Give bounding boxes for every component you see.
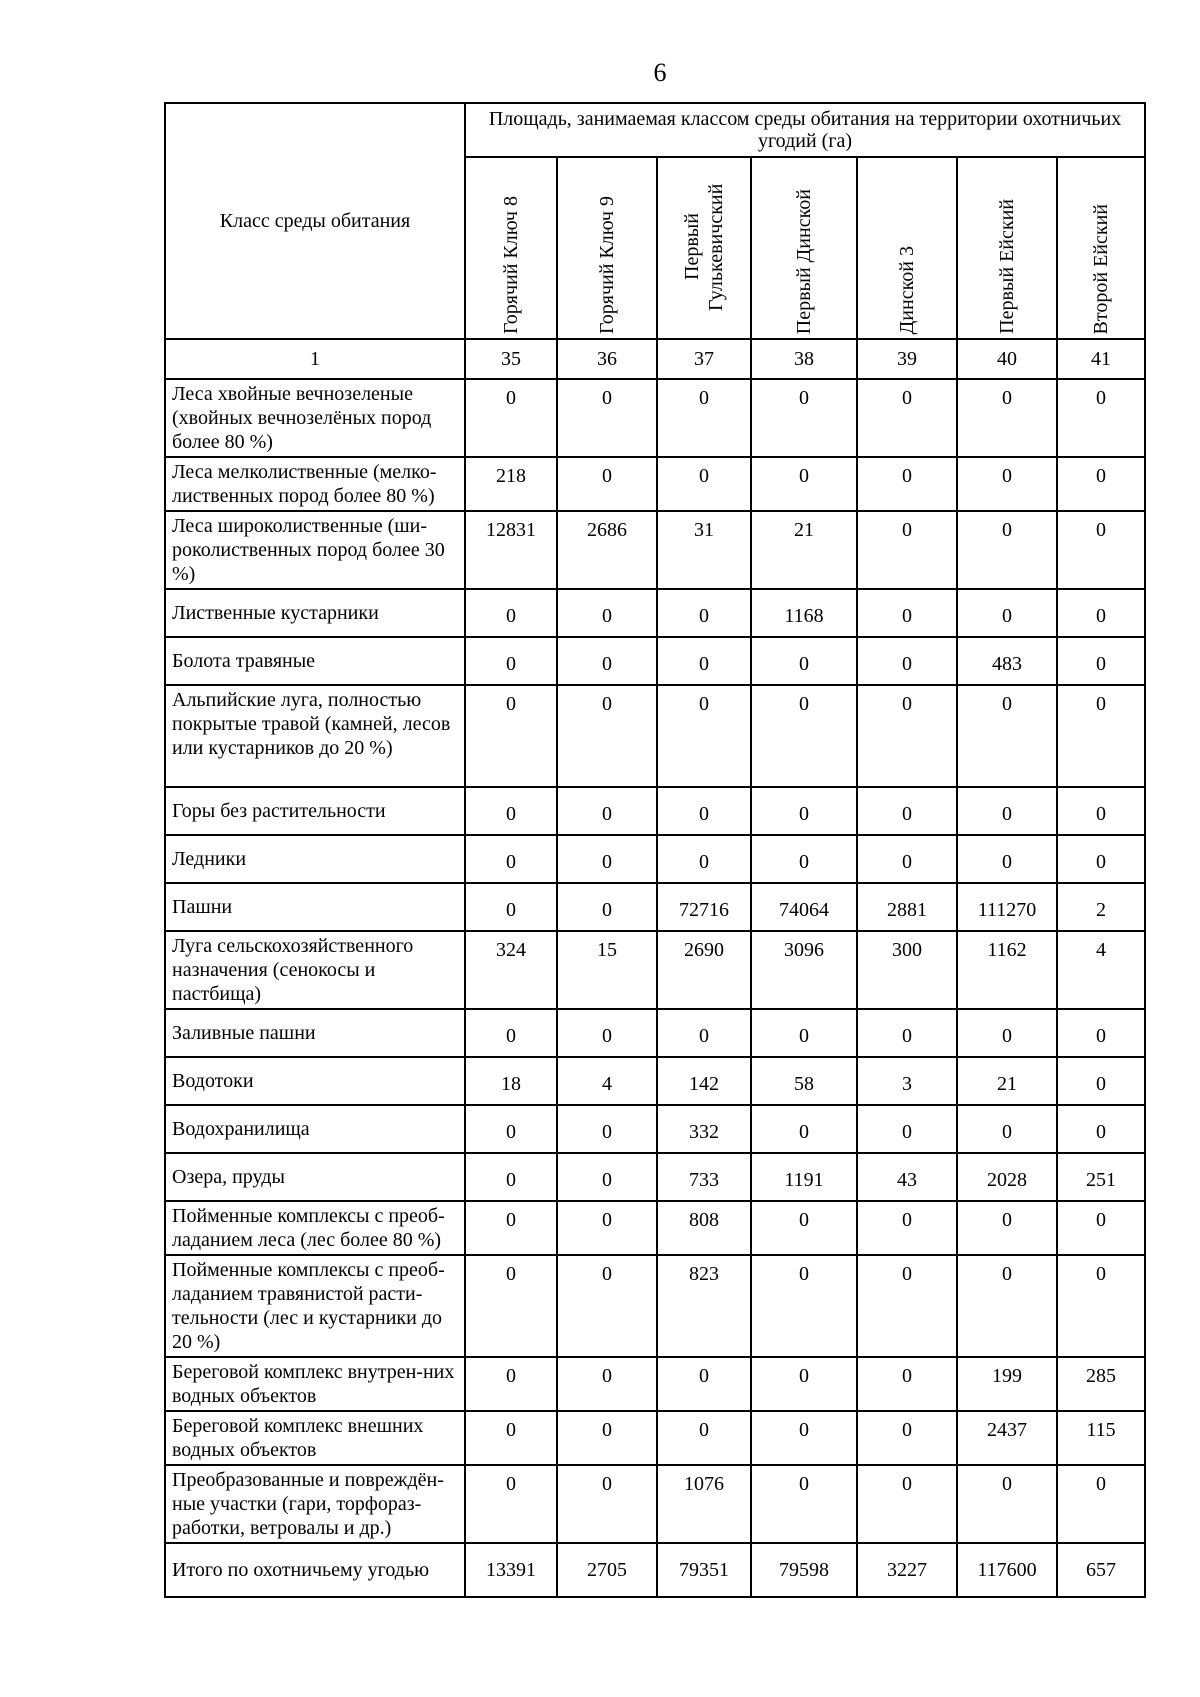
total-value-cell: 657 (1057, 1543, 1145, 1597)
area-value-cell: 3 (857, 1057, 957, 1105)
hunting-ground-name: Первый Динской (793, 188, 815, 334)
area-value-cell: 0 (657, 589, 751, 637)
table-row (165, 1057, 1145, 1105)
habitat-class-label: Водотоки (165, 1057, 465, 1105)
area-value-cell: 0 (857, 835, 957, 883)
habitat-area-table (164, 102, 1146, 1598)
area-value-cell: 0 (465, 1153, 557, 1201)
area-value-cell: 0 (557, 457, 657, 511)
habitat-class-label: Преобразованные и повреждён-ные участки (гари, торфораз-работки, ветровалы и др.) (165, 1465, 465, 1543)
total-value-cell: 13391 (465, 1543, 557, 1597)
area-value-cell: 0 (1057, 1009, 1145, 1057)
area-value-cell: 0 (557, 1465, 657, 1543)
area-value-cell: 0 (857, 379, 957, 457)
area-value-cell: 4 (557, 1057, 657, 1105)
area-value-cell: 0 (751, 1357, 857, 1411)
area-value-cell: 0 (557, 787, 657, 835)
total-value-cell: 117600 (957, 1543, 1057, 1597)
column-number-cell: 37 (657, 339, 751, 379)
area-value-cell: 0 (751, 379, 857, 457)
area-value-cell: 0 (657, 787, 751, 835)
area-value-cell: 142 (657, 1057, 751, 1105)
area-value-cell: 0 (557, 883, 657, 931)
area-value-cell: 0 (657, 1357, 751, 1411)
area-value-cell: 0 (1057, 835, 1145, 883)
table-row (165, 685, 1145, 787)
area-value-cell: 2 (1057, 883, 1145, 931)
column-number-cell: 35 (465, 339, 557, 379)
area-value-cell: 0 (751, 1411, 857, 1465)
area-value-cell: 1168 (751, 589, 857, 637)
area-value-cell: 0 (657, 457, 751, 511)
area-value-cell: 0 (857, 1465, 957, 1543)
area-value-cell: 0 (465, 1465, 557, 1543)
area-value-cell: 733 (657, 1153, 751, 1201)
habitat-class-label: Заливные пашни (165, 1009, 465, 1057)
area-value-cell: 0 (857, 1105, 957, 1153)
area-value-cell: 0 (1057, 589, 1145, 637)
habitat-class-label: Луга сельскохозяйственного назначения (сенокосы и пастбища) (165, 931, 465, 1009)
area-value-cell: 1191 (751, 1153, 857, 1201)
area-value-cell: 0 (557, 589, 657, 637)
table-row (165, 379, 1145, 457)
area-value-cell: 0 (465, 1105, 557, 1153)
area-value-cell: 0 (751, 1201, 857, 1255)
area-value-cell: 4 (1057, 931, 1145, 1009)
habitat-class-label: Леса хвойные вечнозеленые (хвойных вечнозелёных пород более 80 %) (165, 379, 465, 457)
area-value-cell: 0 (1057, 379, 1145, 457)
hunting-ground-header (557, 157, 657, 339)
hunting-ground-header (1057, 157, 1145, 339)
area-value-cell: 0 (751, 1105, 857, 1153)
area-value-cell: 0 (857, 1255, 957, 1357)
area-value-cell: 0 (465, 1255, 557, 1357)
area-value-cell: 0 (465, 1201, 557, 1255)
area-value-cell: 0 (557, 1105, 657, 1153)
area-value-cell: 0 (751, 637, 857, 685)
table-row (165, 457, 1145, 511)
area-value-cell: 0 (857, 511, 957, 589)
column-number-row (165, 339, 1145, 379)
area-value-cell: 0 (957, 379, 1057, 457)
area-value-cell: 0 (465, 883, 557, 931)
area-value-cell: 72716 (657, 883, 751, 931)
area-value-cell: 0 (957, 1465, 1057, 1543)
area-value-cell: 0 (857, 457, 957, 511)
table-row (165, 637, 1145, 685)
table-row (165, 835, 1145, 883)
habitat-class-label: Альпийские луга, полностью покрытые травой (камней, лесов или кустарников до 20 %) (165, 685, 465, 787)
area-value-cell: 0 (465, 1411, 557, 1465)
area-value-cell: 0 (857, 589, 957, 637)
total-label: Итого по охотничьему угодью (165, 1543, 465, 1597)
header-row-top (165, 103, 1145, 157)
area-value-cell: 0 (857, 1357, 957, 1411)
area-value-cell: 285 (1057, 1357, 1145, 1411)
column-number-cell: 40 (957, 339, 1057, 379)
area-value-cell: 115 (1057, 1411, 1145, 1465)
habitat-class-label: Ледники (165, 835, 465, 883)
area-value-cell: 0 (657, 379, 751, 457)
area-value-cell: 0 (857, 787, 957, 835)
habitat-class-label: Леса мелколиственные (мелко-лиственных пород более 80 %) (165, 457, 465, 511)
area-value-cell: 0 (465, 685, 557, 787)
table-row (165, 1201, 1145, 1255)
area-value-cell: 0 (1057, 457, 1145, 511)
area-value-cell: 0 (1057, 1201, 1145, 1255)
area-value-cell: 218 (465, 457, 557, 511)
area-value-cell: 0 (1057, 787, 1145, 835)
class-column-header: Класс среды обитания (165, 103, 465, 339)
area-value-cell: 0 (957, 685, 1057, 787)
habitat-class-label: Пойменные комплексы с преоб-ладанием леса (лес более 80 %) (165, 1201, 465, 1255)
area-value-cell: 12831 (465, 511, 557, 589)
area-value-cell: 0 (1057, 1057, 1145, 1105)
hunting-ground-header (857, 157, 957, 339)
column-number-cell: 1 (165, 339, 465, 379)
table-row (165, 931, 1145, 1009)
table-row (165, 787, 1145, 835)
table-row (165, 1009, 1145, 1057)
area-value-cell: 0 (557, 835, 657, 883)
area-value-cell: 2690 (657, 931, 751, 1009)
area-value-cell: 0 (465, 589, 557, 637)
area-value-cell: 0 (557, 1009, 657, 1057)
area-value-cell: 18 (465, 1057, 557, 1105)
area-value-cell: 0 (465, 1009, 557, 1057)
total-value-cell: 79351 (657, 1543, 751, 1597)
habitat-class-label: Леса широколиственные (ши-роколиственных пород более 30 %) (165, 511, 465, 589)
area-value-cell: 0 (657, 685, 751, 787)
area-value-cell: 0 (857, 1201, 957, 1255)
area-value-cell: 0 (557, 379, 657, 457)
area-value-cell: 0 (957, 787, 1057, 835)
area-value-cell: 0 (751, 1465, 857, 1543)
area-value-cell: 0 (657, 1411, 751, 1465)
habitat-class-label: Береговой комплекс внутрен-них водных объектов (165, 1357, 465, 1411)
area-value-cell: 0 (751, 1009, 857, 1057)
area-value-cell: 111270 (957, 883, 1057, 931)
area-value-cell: 0 (857, 637, 957, 685)
area-value-cell: 43 (857, 1153, 957, 1201)
area-value-cell: 251 (1057, 1153, 1145, 1201)
area-value-cell: 1162 (957, 931, 1057, 1009)
area-value-cell: 1076 (657, 1465, 751, 1543)
total-value-cell: 79598 (751, 1543, 857, 1597)
habitat-class-label: Озера, пруды (165, 1153, 465, 1201)
area-value-cell: 0 (465, 637, 557, 685)
area-value-cell: 300 (857, 931, 957, 1009)
area-value-cell: 0 (657, 637, 751, 685)
area-value-cell: 0 (1057, 685, 1145, 787)
area-value-cell: 483 (957, 637, 1057, 685)
area-value-cell: 31 (657, 511, 751, 589)
hunting-ground-name: Первый Гулькевичский (681, 183, 727, 311)
hunting-ground-header (657, 157, 751, 339)
area-value-cell: 0 (957, 1201, 1057, 1255)
column-number-cell: 41 (1057, 339, 1145, 379)
area-value-cell: 0 (857, 685, 957, 787)
area-value-cell: 0 (1057, 511, 1145, 589)
area-value-cell: 21 (957, 1057, 1057, 1105)
hunting-ground-name: Горячий Ключ 9 (596, 195, 618, 334)
area-value-cell: 0 (465, 787, 557, 835)
area-value-cell: 0 (751, 787, 857, 835)
area-value-cell: 0 (557, 1357, 657, 1411)
habitat-class-label: Горы без растительности (165, 787, 465, 835)
area-value-cell: 199 (957, 1357, 1057, 1411)
area-column-group-header: Площадь, занимаемая классом среды обитания на территории охотничьих угодий (га) (465, 103, 1145, 157)
area-value-cell: 0 (1057, 1105, 1145, 1153)
area-value-cell: 0 (857, 1411, 957, 1465)
area-value-cell: 823 (657, 1255, 751, 1357)
column-number-cell: 39 (857, 339, 957, 379)
area-value-cell: 0 (957, 1105, 1057, 1153)
area-value-cell: 0 (957, 589, 1057, 637)
habitat-class-label: Береговой комплекс внешних водных объектов (165, 1411, 465, 1465)
area-value-cell: 0 (1057, 1255, 1145, 1357)
area-value-cell: 2028 (957, 1153, 1057, 1201)
column-number-cell: 38 (751, 339, 857, 379)
area-value-cell: 21 (751, 511, 857, 589)
area-value-cell: 0 (465, 1357, 557, 1411)
area-value-cell: 15 (557, 931, 657, 1009)
area-value-cell: 0 (1057, 637, 1145, 685)
habitat-class-label: Болота травяные (165, 637, 465, 685)
hunting-ground-name: Динской 3 (896, 245, 918, 334)
hunting-ground-header (751, 157, 857, 339)
page-number: 6 (653, 58, 667, 87)
area-value-cell: 0 (557, 637, 657, 685)
table-row (165, 589, 1145, 637)
area-value-cell: 0 (857, 1009, 957, 1057)
hunting-ground-header (957, 157, 1057, 339)
hunting-ground-name: Второй Ейский (1090, 203, 1113, 334)
table-row (165, 1105, 1145, 1153)
area-value-cell: 0 (557, 1411, 657, 1465)
habitat-class-label: Пойменные комплексы с преоб-ладанием травянистой расти-тельности (лес и кустарники до 20 %) (165, 1255, 465, 1357)
hunting-ground-name: Горячий Ключ 8 (500, 195, 522, 334)
table-row (165, 883, 1145, 931)
area-value-cell: 0 (557, 1153, 657, 1201)
area-value-cell: 808 (657, 1201, 751, 1255)
area-value-cell: 324 (465, 931, 557, 1009)
table-body (165, 339, 1145, 1597)
area-value-cell: 0 (751, 457, 857, 511)
habitat-class-label: Водохранилища (165, 1105, 465, 1153)
table-row (165, 1411, 1145, 1465)
total-value-cell: 2705 (557, 1543, 657, 1597)
habitat-class-label: Лиственные кустарники (165, 589, 465, 637)
area-value-cell: 0 (751, 1255, 857, 1357)
area-value-cell: 0 (957, 511, 1057, 589)
table-row (165, 1153, 1145, 1201)
table-row (165, 1357, 1145, 1411)
area-value-cell: 58 (751, 1057, 857, 1105)
area-value-cell: 3096 (751, 931, 857, 1009)
area-value-cell: 74064 (751, 883, 857, 931)
area-value-cell: 0 (957, 1255, 1057, 1357)
area-value-cell: 0 (465, 379, 557, 457)
area-value-cell: 0 (557, 685, 657, 787)
area-value-cell: 0 (1057, 1465, 1145, 1543)
area-value-cell: 0 (657, 835, 751, 883)
area-value-cell: 2437 (957, 1411, 1057, 1465)
area-value-cell: 0 (557, 1255, 657, 1357)
area-value-cell: 0 (957, 1009, 1057, 1057)
area-value-cell: 0 (751, 835, 857, 883)
area-value-cell: 332 (657, 1105, 751, 1153)
total-row (165, 1543, 1145, 1597)
hunting-ground-header (465, 157, 557, 339)
area-value-cell: 0 (557, 1201, 657, 1255)
area-value-cell: 0 (957, 457, 1057, 511)
area-value-cell: 0 (957, 835, 1057, 883)
area-value-cell: 0 (657, 1009, 751, 1057)
table-row (165, 1255, 1145, 1357)
area-value-cell: 2686 (557, 511, 657, 589)
area-value-cell: 0 (465, 835, 557, 883)
table-row (165, 511, 1145, 589)
hunting-ground-name: Первый Ейский (996, 199, 1018, 334)
area-value-cell: 0 (751, 685, 857, 787)
column-number-cell: 36 (557, 339, 657, 379)
habitat-class-label: Пашни (165, 883, 465, 931)
table-row (165, 1465, 1145, 1543)
area-value-cell: 2881 (857, 883, 957, 931)
total-value-cell: 3227 (857, 1543, 957, 1597)
